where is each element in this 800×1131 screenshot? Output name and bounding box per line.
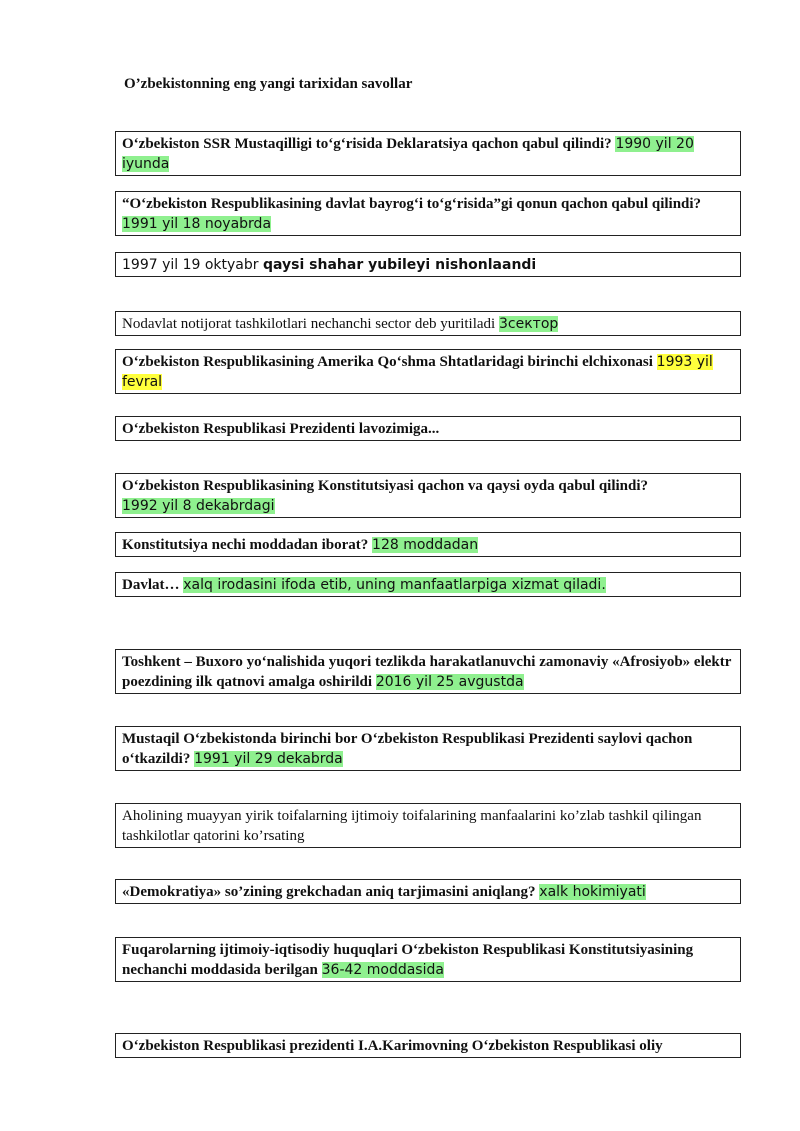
question-text: O‘zbekiston Respublikasi prezidenti I.A.Karimovning O‘zbekiston Respublikasi oliy <box>122 1038 663 1054</box>
question-box <box>115 252 741 277</box>
answer-highlight: 2016 yil 25 avgustda <box>375 674 524 690</box>
question-box <box>115 532 741 557</box>
question-text: Aholining muayyan yirik toifalarning ijtimoiy toifalarining manfaalarini ko’zlab tashkil qilingan tashkilotlar qatorini ko’rsating <box>122 808 702 844</box>
question-box <box>115 572 741 597</box>
question-text: Toshkent – Buxoro yo‘nalishida yuqori tezlikda harakatlanuvchi zamonaviy «Afrosiyob» elektr poezdining ilk qatnovi amalga oshirildi <box>122 654 732 690</box>
answer-highlight: 1992 yil 8 dekabrdagi <box>122 498 275 514</box>
question-box <box>115 311 741 336</box>
question-text: O‘zbekiston Respublikasi Prezidenti lavozimiga... <box>122 421 440 437</box>
question-box <box>115 649 741 694</box>
question-text: Mustaqil O‘zbekistonda birinchi bor O‘zbekiston Respublikasi Prezidenti saylovi qachon o‘tkazildi? <box>122 731 693 767</box>
answer-highlight: 1991 yil 29 dekabrda <box>194 751 343 767</box>
answer-highlight: xalq irodasini ifoda etib, uning manfaatlarpiga xizmat qiladi. <box>183 577 606 593</box>
question-text: O‘zbekiston SSR Mustaqilligi to‘g‘risida Deklaratsiya qachon qabul qilindi? <box>122 136 616 152</box>
question-box <box>115 191 741 236</box>
answer-highlight: 1991 yil 18 noyabrda <box>122 216 272 232</box>
question-box <box>115 726 741 771</box>
answer-highlight: 36-42 moddasida <box>321 962 444 978</box>
page-title: O’zbekistonning eng yangi tarixidan savollar <box>124 76 413 92</box>
question-box <box>115 803 741 848</box>
answer-highlight: 1990 yil 20 iyunda <box>122 136 694 172</box>
question-text: Nodavlat notijorat tashkilotlari nechanchi sector deb yuritiladi <box>122 316 499 332</box>
question-box <box>115 879 741 904</box>
question-text: O‘zbekiston Respublikasining Konstitutsiyasi qachon va qaysi oyda qabul qilindi? <box>122 478 649 494</box>
question-box <box>115 349 741 394</box>
question-text: Fuqarolarning ijtimoiy-iqtisodiy huquqlari O‘zbekiston Respublikasi Konstitutsiyasining nechanchi moddasida berilgan <box>122 942 694 978</box>
question-text: «Demokratiya» so’zining grekchadan aniq tarjimasini aniqlang? <box>122 884 540 900</box>
answer-highlight: 128 moddadan <box>372 537 479 553</box>
question-prefix: 1997 yil 19 oktyabr <box>122 257 263 273</box>
question-text: O‘zbekiston Respublikasining Amerika Qo‘shma Shtatlaridagi birinchi elchixonasi <box>122 354 657 370</box>
question-box <box>115 1033 741 1058</box>
question-box <box>115 131 741 176</box>
answer-highlight: xalk hokimiyati <box>539 884 646 900</box>
question-box <box>115 473 741 518</box>
question-text: Konstitutsiya nechi moddadan iborat? <box>122 537 373 553</box>
question-box <box>115 937 741 982</box>
question-text: Davlat… <box>122 577 184 593</box>
question-box <box>115 416 741 441</box>
question-text: “O‘zbekiston Respublikasining davlat bayrog‘i to‘g‘risida”gi qonun qachon qabul qilindi? <box>122 196 702 212</box>
question-text: qaysi shahar yubileyi nishonlaandi <box>262 257 537 273</box>
answer-highlight: 1993 yil fevral <box>122 354 713 390</box>
answer-highlight: 3сектор <box>498 316 559 332</box>
